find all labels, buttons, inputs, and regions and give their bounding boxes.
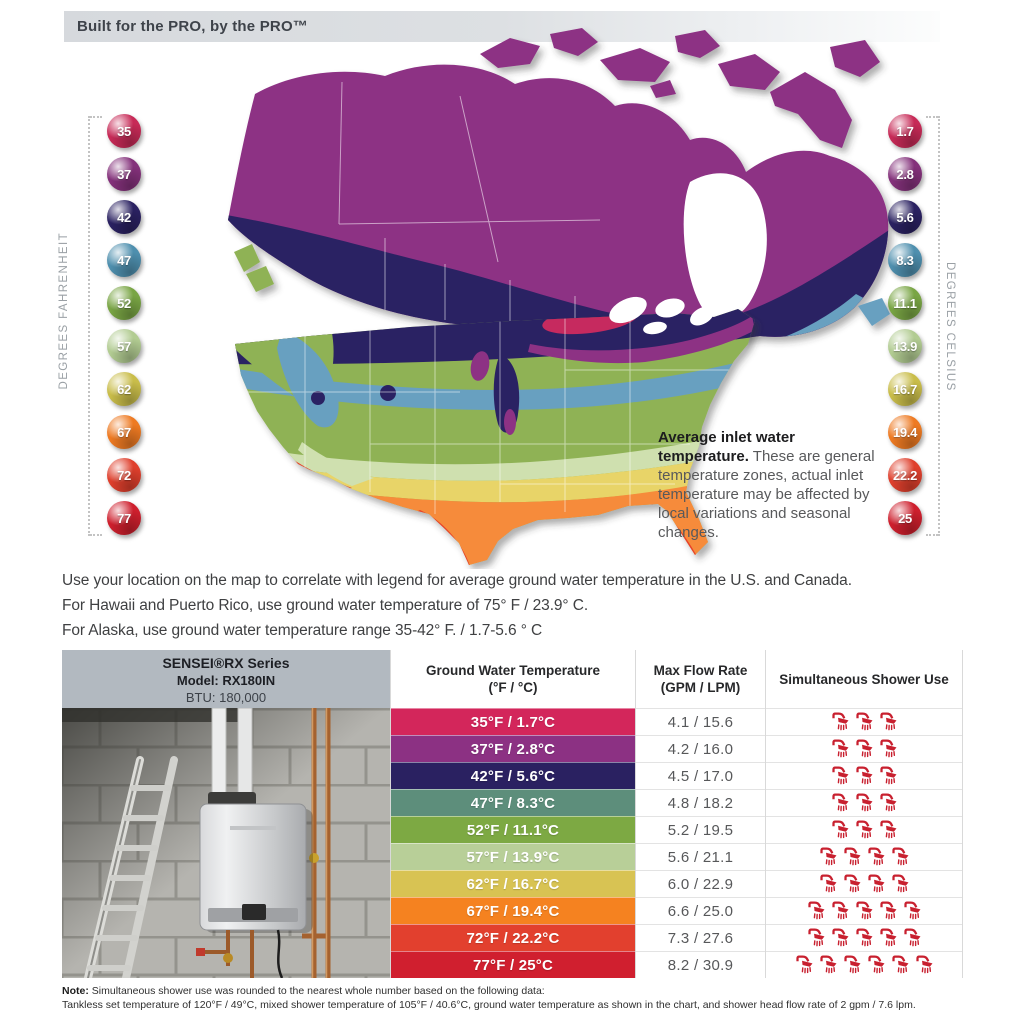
fahrenheit-axis-label: DEGREES FAHRENHEIT — [58, 232, 70, 390]
shower-icon — [856, 901, 873, 921]
flow-column-header — [636, 650, 765, 708]
product-header — [62, 650, 390, 708]
fahrenheit-dotted-rail — [88, 116, 102, 536]
shower-icon — [856, 820, 873, 840]
shower-icon — [832, 739, 849, 759]
celsius-ball: 22.2 — [888, 458, 922, 492]
shower-icon — [868, 874, 885, 894]
instruction-line: For Hawaii and Puerto Rico, use ground water temperature of 75° F / 23.9° C. — [62, 597, 589, 614]
shower-icon — [880, 901, 897, 921]
flow-cell: 5.6 / 21.1 — [636, 843, 765, 870]
shower-icon — [844, 955, 861, 975]
fahrenheit-ball: 47 — [107, 243, 141, 277]
flow-cell: 4.8 / 18.2 — [636, 789, 765, 816]
shower-icon — [868, 955, 885, 975]
shower-icon — [856, 739, 873, 759]
shower-icon — [832, 712, 849, 732]
shower-icon — [856, 712, 873, 732]
fahrenheit-ball: 37 — [107, 157, 141, 191]
temp-cell: 35°F / 1.7°C — [391, 708, 635, 735]
temp-cell: 52°F / 11.1°C — [391, 816, 635, 843]
shower-cell — [766, 951, 962, 978]
shower-icon — [880, 712, 897, 732]
flow-cell: 8.2 / 30.9 — [636, 951, 765, 978]
fahrenheit-ball: 67 — [107, 415, 141, 449]
shower-icon — [904, 928, 921, 948]
temp-cell: 57°F / 13.9°C — [391, 843, 635, 870]
callout-title: Average inlet water temperature. — [658, 429, 795, 465]
shower-icon — [856, 793, 873, 813]
temp-cell: 72°F / 22.2°C — [391, 924, 635, 951]
fahrenheit-ball: 57 — [107, 329, 141, 363]
instructions — [62, 572, 952, 647]
shower-cell — [766, 762, 962, 789]
fahrenheit-legend — [107, 114, 141, 535]
temp-cell: 37°F / 2.8°C — [391, 735, 635, 762]
footnote-line1: Simultaneous shower use was rounded to the nearest whole number based on the following data: — [91, 985, 545, 997]
shower-icon — [904, 901, 921, 921]
flow-column — [635, 650, 765, 978]
shower-icon — [880, 928, 897, 948]
shower-icon — [844, 847, 861, 867]
celsius-ball: 19.4 — [888, 415, 922, 449]
shower-icon — [892, 874, 909, 894]
flow-header-title: Max Flow Rate — [653, 663, 748, 678]
shower-cell — [766, 843, 962, 870]
product-model: Model: RX180IN — [176, 673, 276, 688]
shower-icon — [856, 766, 873, 786]
shower-cell — [766, 816, 962, 843]
shower-icon — [820, 847, 837, 867]
celsius-ball: 11.1 — [888, 286, 922, 320]
celsius-ball: 13.9 — [888, 329, 922, 363]
fahrenheit-ball: 42 — [107, 200, 141, 234]
shower-header-title: Simultaneous Shower Use — [779, 671, 949, 687]
shower-icon — [892, 955, 909, 975]
flow-header-sub: (GPM / LPM) — [660, 680, 741, 695]
celsius-dotted-rail — [926, 116, 940, 536]
temp-column — [390, 650, 635, 978]
flow-cell: 5.2 / 19.5 — [636, 816, 765, 843]
temp-cell: 62°F / 16.7°C — [391, 870, 635, 897]
shower-icon — [880, 820, 897, 840]
shower-icon — [880, 766, 897, 786]
fahrenheit-ball: 35 — [107, 114, 141, 148]
shower-cell — [766, 735, 962, 762]
shower-cell — [766, 924, 962, 951]
instruction-line: For Alaska, use ground water temperature range 35-42° F. / 1.7-5.6 ° C — [62, 622, 543, 639]
temp-header-title: Ground Water Temperature — [425, 663, 601, 678]
shower-icon — [808, 928, 825, 948]
celsius-ball: 2.8 — [888, 157, 922, 191]
temp-cell: 77°F / 25°C — [391, 951, 635, 978]
shower-cell — [766, 789, 962, 816]
shower-icon — [820, 874, 837, 894]
footnote-line2: Tankless set temperature of 120°F / 49°C, mixed shower temperature of 105°F / 40.6°C, ground water temperature as shown in the chart, and shower head flow rate of 2 gpm / 7.6 lpm. — [62, 999, 916, 1011]
celsius-axis-label: DEGREES CELSIUS — [944, 262, 956, 392]
shower-icon — [844, 874, 861, 894]
fahrenheit-ball: 72 — [107, 458, 141, 492]
shower-icon — [892, 847, 909, 867]
flow-cell: 6.0 / 22.9 — [636, 870, 765, 897]
shower-cell — [766, 897, 962, 924]
shower-icon — [868, 847, 885, 867]
temp-header-sub: (°F / °C) — [488, 680, 538, 695]
product-btu: BTU: 180,000 — [185, 690, 267, 705]
product-series: SENSEI®RX Series — [162, 655, 290, 671]
instruction-line: Use your location on the map to correlate with legend for average ground water temperature in the U.S. and Canada. — [62, 572, 852, 589]
temp-column-header — [391, 650, 635, 708]
fahrenheit-ball: 77 — [107, 501, 141, 535]
shower-icon — [832, 793, 849, 813]
celsius-ball: 25 — [888, 501, 922, 535]
shower-icon — [916, 955, 933, 975]
callout-text: These are general temperature zones, actual inlet temperature may be affected by local variations and seasonal changes. — [658, 448, 875, 541]
shower-icon — [832, 928, 849, 948]
shower-icon — [832, 766, 849, 786]
shower-icon — [796, 955, 813, 975]
shower-icon — [856, 928, 873, 948]
flow-cell: 6.6 / 25.0 — [636, 897, 765, 924]
celsius-legend — [888, 114, 922, 535]
footnote — [62, 984, 962, 1012]
spec-table — [62, 650, 963, 978]
product-column — [62, 650, 390, 978]
temp-cell: 67°F / 19.4°C — [391, 897, 635, 924]
shower-icon — [832, 820, 849, 840]
flow-cell: 7.3 / 27.6 — [636, 924, 765, 951]
shower-cell — [766, 870, 962, 897]
celsius-ball: 1.7 — [888, 114, 922, 148]
footnote-label: Note: — [62, 985, 89, 997]
map-callout — [658, 428, 882, 542]
shower-cell — [766, 708, 962, 735]
shower-column-header — [766, 650, 962, 708]
fahrenheit-ball: 52 — [107, 286, 141, 320]
shower-icon — [832, 901, 849, 921]
flow-cell: 4.1 / 15.6 — [636, 708, 765, 735]
celsius-ball: 8.3 — [888, 243, 922, 277]
banner-text: Built for the PRO, by the PRO™ — [77, 18, 309, 35]
flow-cell: 4.5 / 17.0 — [636, 762, 765, 789]
temp-cell: 42°F / 5.6°C — [391, 762, 635, 789]
flow-cell: 4.2 / 16.0 — [636, 735, 765, 762]
celsius-ball: 5.6 — [888, 200, 922, 234]
temp-cell: 47°F / 8.3°C — [391, 789, 635, 816]
product-photo — [62, 708, 390, 978]
shower-icon — [880, 793, 897, 813]
fahrenheit-ball: 62 — [107, 372, 141, 406]
shower-icon — [820, 955, 837, 975]
shower-icon — [880, 739, 897, 759]
shower-column — [765, 650, 962, 978]
shower-icon — [808, 901, 825, 921]
celsius-ball: 16.7 — [888, 372, 922, 406]
